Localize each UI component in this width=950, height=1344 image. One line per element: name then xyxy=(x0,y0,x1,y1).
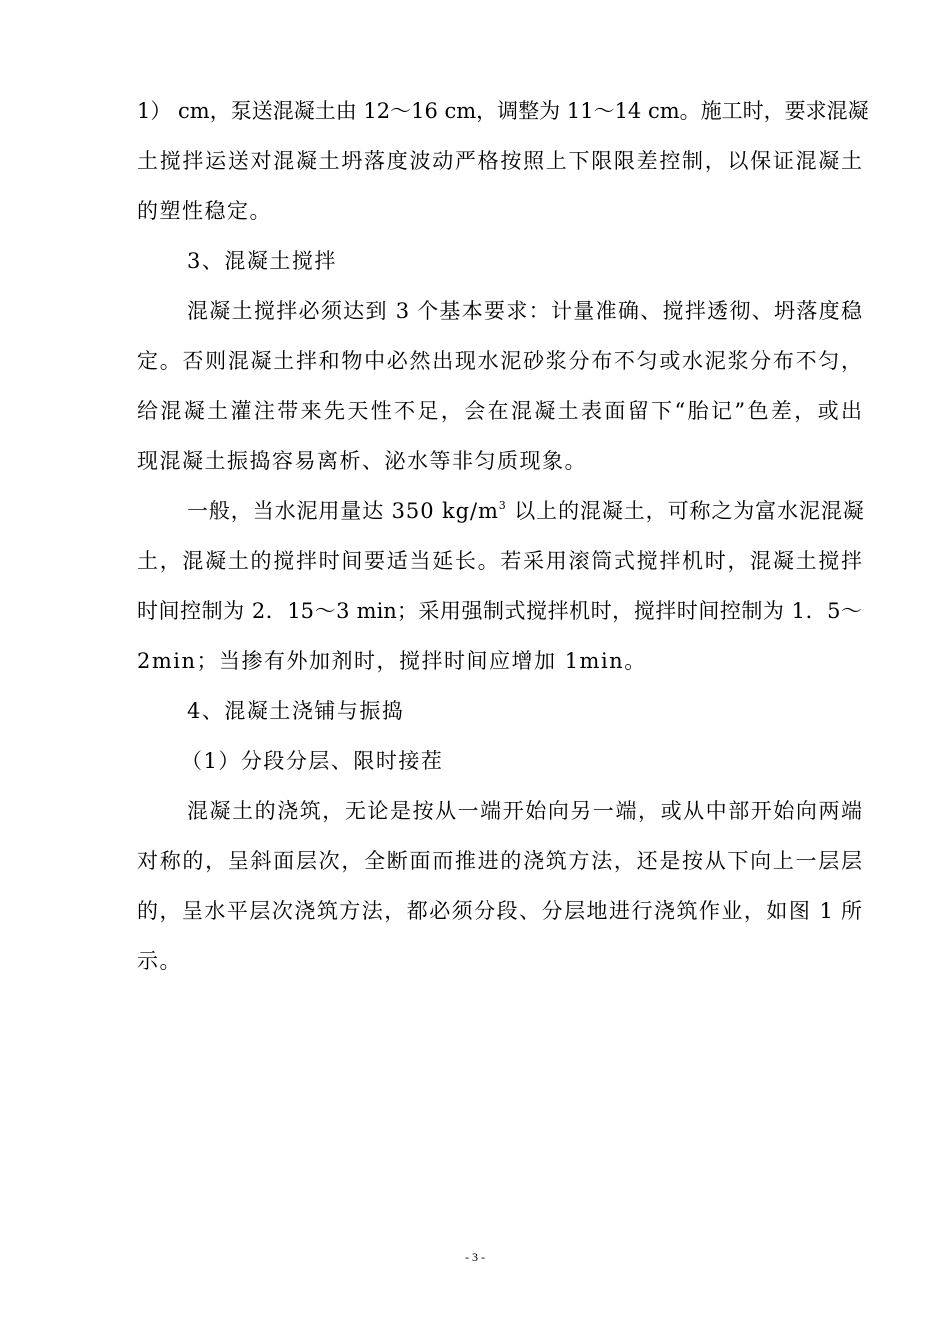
paragraph-1-line-2: 土搅拌运送对混凝土坍落度波动严格按照上下限限差控制，以保证混凝土 xyxy=(137,149,862,173)
paragraph-2-line-3: 给混凝土灌注带来先天性不足，会在混凝土表面留下“胎记”色差，或出 xyxy=(137,399,862,423)
paragraph-2-line-4: 现混凝土振捣容易离析、泌水等非匀质现象。 xyxy=(137,449,587,473)
section-heading-3: 3、混凝土搅拌 xyxy=(187,249,337,273)
paragraph-3-line-3: 时间控制为 2．15～3 min；采用强制式搅拌机时，搅拌时间控制为 1．5～ xyxy=(137,599,862,623)
paragraph-3-line-1 xyxy=(187,496,865,526)
paragraph-1-line-1: 1） cm，泵送混凝土由 12～16 cm，调整为 11～14 cm。施工时，要求混凝 xyxy=(137,99,869,123)
page-number: - 3 - xyxy=(465,1250,485,1264)
paragraph-4-line-4: 示。 xyxy=(137,949,182,973)
paragraph-3-line-1-before: 一般，当水泥用量达 350 kg/m xyxy=(187,499,499,523)
paragraph-3-line-4: 2min；当掺有外加剂时，搅拌时间应增加 1min。 xyxy=(137,649,647,673)
subsection-heading-4-1: （1）分段分层、限时接茬 xyxy=(181,749,444,773)
cubic-superscript: 3 xyxy=(498,499,507,512)
paragraph-2-line-2: 定。否则混凝土拌和物中必然出现水泥砂浆分布不匀或水泥浆分布不匀， xyxy=(137,349,862,373)
paragraph-3-line-2: 土，混凝土的搅拌时间要适当延长。若采用滚筒式搅拌机时，混凝土搅拌 xyxy=(137,549,862,573)
paragraph-3-line-1-after: 以上的混凝土，可称之为富水泥混凝 xyxy=(506,499,865,523)
paragraph-1-line-3: 的塑性稳定。 xyxy=(137,199,272,223)
paragraph-4-line-3: 的，呈水平层次浇筑方法，都必须分段、分层地进行浇筑作业，如图 1 所 xyxy=(137,899,862,923)
paragraph-2-line-1: 混凝土搅拌必须达到 3 个基本要求：计量准确、搅拌透彻、坍落度稳 xyxy=(187,299,862,323)
section-heading-4: 4、混凝土浇铺与振捣 xyxy=(187,699,405,723)
paragraph-4-line-2: 对称的，呈斜面层次，全断面而推进的浇筑方法，还是按从下向上一层层 xyxy=(137,849,862,873)
paragraph-4-line-1: 混凝土的浇筑，无论是按从一端开始向另一端，或从中部开始向两端 xyxy=(187,799,862,823)
